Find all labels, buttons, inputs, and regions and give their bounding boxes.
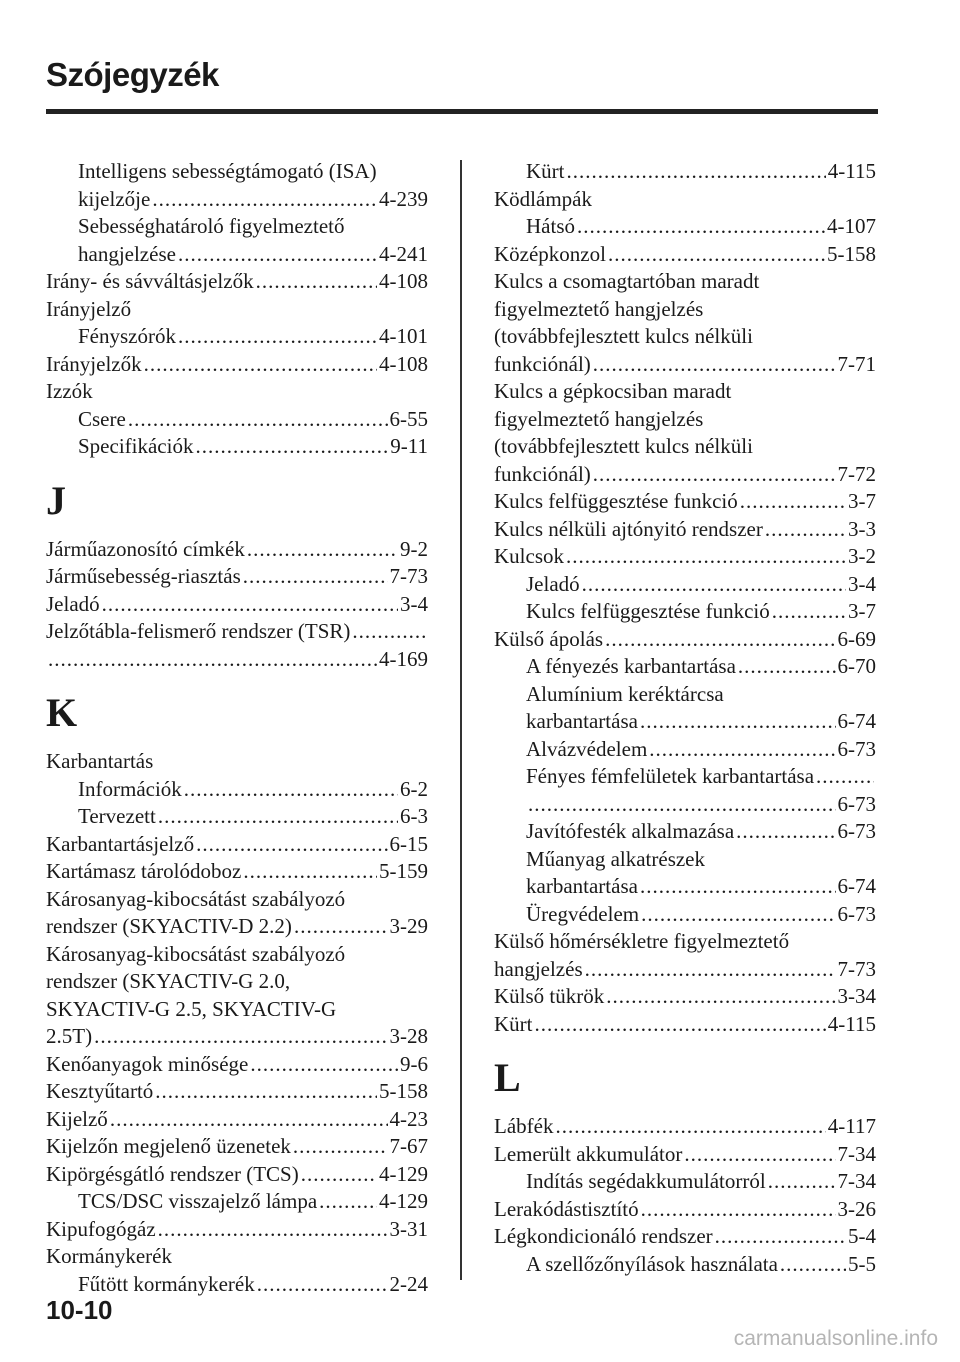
- dot-leader: [736, 818, 835, 846]
- dot-leader: [684, 1141, 835, 1169]
- index-entry-text: Műanyag alkatrészek: [526, 846, 706, 871]
- index-entry-text: Sebességhatároló figyelmeztető: [78, 214, 345, 238]
- index-entry: [46, 591, 428, 619]
- index-entry: [494, 1141, 876, 1169]
- dot-leader: [247, 536, 398, 564]
- dot-leader: [158, 803, 398, 831]
- index-entry-page: 4-115: [827, 159, 876, 183]
- index-entry: [494, 433, 876, 461]
- index-entry: [494, 1251, 876, 1279]
- index-entry-text: Alvázvédelem: [526, 736, 648, 761]
- index-entry: [46, 241, 428, 269]
- dot-leader: [196, 831, 387, 859]
- index-entry-page: 7-67: [389, 1134, 428, 1158]
- index-entry-page: 3-7: [848, 489, 876, 513]
- index-entry-page: 7-73: [389, 564, 428, 588]
- index-entry-text: Alumínium keréktárcsa: [526, 681, 724, 706]
- index-entry-text: Kulcs a gépkocsiban maradt: [494, 379, 732, 403]
- index-entry-page: 5-158: [379, 1079, 428, 1103]
- index-entry-text: Fényszórók: [78, 324, 176, 348]
- index-entry-text: Kürt: [526, 159, 565, 183]
- dot-leader: [608, 241, 825, 269]
- dot-leader: [641, 1196, 836, 1224]
- index-entry-page: 3-7: [848, 599, 876, 623]
- index-entry-page: 5-4: [848, 1224, 876, 1248]
- index-entry-page: 6-73: [837, 791, 876, 816]
- dot-leader: [577, 213, 825, 241]
- index-entry: [494, 626, 876, 654]
- dot-leader: [48, 646, 377, 674]
- index-entry: [494, 598, 876, 626]
- index-entry: [46, 803, 428, 831]
- index-entry: [494, 213, 876, 241]
- index-entry-page: 7-71: [837, 351, 876, 376]
- index-entry: [494, 873, 876, 901]
- dot-leader: [158, 1216, 388, 1244]
- index-entry: [494, 846, 876, 874]
- index-entry-text: Intelligens sebességtámogató (ISA): [78, 159, 377, 183]
- index-entry: [46, 858, 428, 886]
- index-entry-text: A szellőzőnyílások használata: [526, 1251, 778, 1276]
- dot-leader: [184, 776, 398, 804]
- index-entry: [494, 461, 876, 489]
- dot-leader: [178, 241, 377, 269]
- index-entry-text: Kipörgésgátló rendszer (TCS): [46, 1161, 299, 1186]
- index-entry-page: 9-6: [400, 1051, 428, 1076]
- index-column-right: [494, 158, 876, 1278]
- index-entry: [46, 1078, 428, 1106]
- index-entry: [494, 488, 876, 516]
- index-entry-text: (továbbfejlesztett kulcs nélküli: [494, 324, 753, 348]
- index-entry: [46, 213, 428, 241]
- index-entry-text: Irányjelzők: [46, 351, 142, 376]
- index-entry: [46, 323, 428, 351]
- index-entry-text: Fűtött kormánykerék: [78, 1271, 255, 1296]
- index-entry-text: Kenőanyagok minősége: [46, 1051, 249, 1076]
- index-entry: [494, 1011, 876, 1039]
- index-entry: [46, 1051, 428, 1079]
- dot-leader: [243, 563, 388, 591]
- dot-leader: [155, 1078, 377, 1106]
- index-entry-text: Ködlámpák: [494, 186, 592, 211]
- section-heading: L: [494, 1055, 521, 1100]
- index-entry-page: 3-28: [389, 1024, 428, 1048]
- dot-leader: [649, 736, 835, 764]
- index-entry: [46, 968, 428, 996]
- index-entry-text: Üregvédelem: [526, 901, 640, 926]
- index-column-left: [46, 158, 428, 1298]
- index-entry-page: 7-72: [837, 461, 876, 486]
- index-entry-text: figyelmeztető hangjelzés: [494, 296, 704, 321]
- index-entry: [494, 406, 876, 434]
- index-entry-page: 6-3: [400, 804, 428, 828]
- index-entry: [46, 941, 428, 969]
- index-entry-text: SKYACTIV-G 2.5, SKYACTIV-G: [46, 996, 337, 1021]
- section-heading: J: [46, 477, 66, 523]
- index-entry-page: 9-11: [390, 434, 428, 458]
- index-entry: [494, 928, 876, 956]
- dot-leader: [301, 1161, 377, 1189]
- index-entry-text: rendszer (SKYACTIV-G 2.0,: [46, 969, 291, 993]
- index-entry: [494, 791, 876, 819]
- index-entry: [494, 378, 876, 406]
- index-entry-page: 6-74: [837, 874, 876, 898]
- index-entry-text: Kulcs felfüggesztése funkció: [494, 489, 738, 513]
- index-entry-text: Fényes fémfelületek karbantartása: [526, 764, 815, 788]
- index-entry-page: 6-69: [837, 626, 876, 651]
- index-entry: [494, 516, 876, 544]
- index-entry: [494, 1168, 876, 1196]
- index-entry-text: Irány- és sávváltásjelzők: [46, 269, 254, 293]
- index-entry-page: 9-2: [400, 536, 428, 561]
- index-entry: [46, 351, 428, 379]
- index-entry: [494, 763, 876, 791]
- index-entry-page: 3-29: [389, 914, 428, 938]
- index-entry: [46, 1161, 428, 1189]
- index-entry: [46, 1106, 428, 1134]
- index-entry-page: 7-34: [837, 1169, 876, 1193]
- dot-leader: [250, 1051, 398, 1079]
- index-entry-text: Légkondicionáló rendszer: [494, 1224, 713, 1248]
- index-entry-text: Középkonzol: [494, 241, 606, 266]
- dot-leader: [641, 901, 835, 929]
- dot-leader: [352, 618, 426, 646]
- index-entry-text: Karbantartás: [46, 749, 154, 773]
- dot-leader: [715, 1223, 846, 1251]
- index-entry-text: funkciónál): [494, 461, 591, 486]
- dot-leader: [640, 873, 836, 901]
- index-entry-page: 3-2: [848, 544, 876, 568]
- index-entry: [46, 748, 428, 776]
- index-entry: [494, 158, 876, 186]
- index-entry-text: Lemerült akkumulátor: [494, 1141, 683, 1166]
- index-entry: [46, 296, 428, 324]
- index-entry: [494, 296, 876, 324]
- index-entry-text: funkciónál): [494, 351, 591, 376]
- dot-leader: [128, 406, 388, 434]
- index-entry: [46, 186, 428, 214]
- index-entry: [46, 886, 428, 914]
- index-entry-page: 7-34: [837, 1141, 876, 1166]
- index-entry: [46, 1133, 428, 1161]
- index-entry: [46, 913, 428, 941]
- page-number: 10-10: [46, 1295, 113, 1325]
- index-entry-text: Járműsebesség-riasztás: [46, 564, 241, 588]
- index-entry-text: Kesztyűtartó: [46, 1079, 154, 1103]
- dot-leader: [294, 913, 388, 941]
- index-entry-text: Károsanyag-kibocsátást szabályozó: [46, 886, 346, 911]
- index-entry-page: 3-3: [848, 516, 876, 541]
- dot-leader: [772, 598, 846, 626]
- index-entry-page: 6-70: [837, 654, 876, 678]
- index-entry-text: karbantartása: [526, 709, 638, 733]
- index-entry-text: Hátsó: [526, 214, 575, 238]
- index-entry-page: 4-107: [827, 214, 876, 238]
- index-entry: [494, 571, 876, 599]
- dot-leader: [535, 1011, 826, 1039]
- index-entry: [494, 1113, 876, 1141]
- index-entry-page: 3-26: [837, 1196, 876, 1221]
- index-entry: [46, 776, 428, 804]
- index-entry: [494, 268, 876, 296]
- index-entry-text: hangjelzése: [78, 241, 176, 266]
- index-entry-text: Csere: [78, 406, 126, 431]
- dot-leader: [593, 351, 836, 379]
- index-entry-text: Irányjelző: [46, 296, 132, 321]
- index-entry-text: Külső tükrök: [494, 984, 605, 1008]
- index-entry-text: Károsanyag-kibocsátást szabályozó: [46, 941, 346, 966]
- index-entry-text: Járműazonosító címkék: [46, 536, 245, 561]
- index-entry-text: Információk: [78, 776, 182, 801]
- index-entry: [46, 1271, 428, 1299]
- dot-leader: [816, 763, 874, 791]
- index-entry-text: Jelzőtábla-felismerő rendszer (TSR): [46, 619, 351, 643]
- index-entry: [46, 378, 428, 406]
- index-entry-text: Külső ápolás: [494, 626, 604, 651]
- index-entry: [494, 186, 876, 214]
- index-entry: [494, 983, 876, 1011]
- page-title: Szójegyzék: [46, 56, 219, 93]
- index-entry-page: 4-129: [379, 1189, 428, 1213]
- index-entry-page: 4-117: [827, 1114, 876, 1138]
- header-rule: [46, 109, 878, 114]
- dot-leader: [593, 461, 836, 489]
- index-entry-page: 4-169: [379, 646, 428, 671]
- dot-leader: [102, 591, 398, 619]
- index-entry-page: 4-115: [827, 1011, 876, 1036]
- index-entry: [494, 818, 876, 846]
- index-entry-page: 2-24: [389, 1271, 428, 1296]
- index-entry-page: 3-34: [837, 984, 876, 1008]
- index-entry-text: (továbbfejlesztett kulcs nélküli: [494, 434, 753, 458]
- index-entry: [494, 708, 876, 736]
- index-entry: [46, 1243, 428, 1271]
- dot-leader: [566, 543, 846, 571]
- dot-leader: [585, 956, 836, 984]
- dot-leader: [293, 1133, 388, 1161]
- index-entry: [46, 268, 428, 296]
- index-entry-page: 6-73: [837, 901, 876, 926]
- dot-leader: [555, 1113, 825, 1141]
- index-entry: [494, 653, 876, 681]
- index-entry: [46, 433, 428, 461]
- index-entry: [494, 543, 876, 571]
- dot-leader: [256, 268, 377, 296]
- index-entry-page: 6-55: [389, 406, 428, 431]
- index-entry-text: Kijelzőn megjelenő üzenetek: [46, 1134, 291, 1158]
- index-entry-page: 5-159: [379, 859, 428, 883]
- index-entry-page: 6-2: [400, 776, 428, 801]
- index-entry-text: rendszer (SKYACTIV-D 2.2): [46, 914, 292, 938]
- index-entry-text: Kulcsok: [494, 544, 564, 568]
- index-entry-text: figyelmeztető hangjelzés: [494, 406, 704, 431]
- index-entry-text: Indítás segédakkumulátorról: [526, 1169, 766, 1193]
- index-entry: [46, 406, 428, 434]
- dot-leader: [152, 186, 377, 214]
- index-entry-page: 6-73: [837, 736, 876, 761]
- dot-leader: [144, 351, 377, 379]
- watermark: carmanualsonline.info: [733, 1327, 938, 1350]
- index-entry-text: Lábfék: [494, 1114, 554, 1138]
- index-entry: [46, 831, 428, 859]
- index-entry-page: 7-73: [837, 956, 876, 981]
- index-entry-page: 6-74: [837, 709, 876, 733]
- index-entry-text: Kijelző: [46, 1106, 108, 1131]
- index-entry-text: Izzók: [46, 379, 93, 403]
- section-heading: K: [46, 690, 78, 735]
- index-entry-text: Kulcs nélküli ajtónyitó rendszer: [494, 516, 763, 541]
- dot-leader: [606, 983, 835, 1011]
- dot-leader: [780, 1251, 846, 1279]
- index-entry: [494, 681, 876, 709]
- index-entry: [46, 996, 428, 1024]
- index-entry-page: 4-239: [379, 186, 428, 211]
- index-entry-page: 3-31: [389, 1216, 428, 1241]
- index-entry-page: 6-73: [837, 819, 876, 843]
- index-entry-text: Kormánykerék: [46, 1244, 172, 1268]
- dot-leader: [110, 1106, 388, 1134]
- index-entry-page: 4-129: [379, 1161, 428, 1186]
- dot-leader: [768, 1168, 836, 1196]
- index-entry: [46, 536, 428, 564]
- index-entry: [46, 1023, 428, 1051]
- dot-leader: [195, 433, 388, 461]
- dot-leader: [605, 626, 835, 654]
- dot-leader: [178, 323, 377, 351]
- index-entry-text: Külső hőmérsékletre figyelmeztető: [494, 929, 790, 953]
- index-entry: [46, 563, 428, 591]
- index-entry: [494, 1196, 876, 1224]
- index-entry: [494, 901, 876, 929]
- index-entry-text: Kulcs felfüggesztése funkció: [526, 599, 770, 623]
- index-entry-text: kijelzője: [78, 186, 151, 211]
- index-entry-text: Javítófesték alkalmazása: [526, 819, 735, 843]
- index-entry-text: Jeladó: [526, 571, 580, 596]
- index-entry-text: karbantartása: [526, 874, 638, 898]
- index-entry-text: TCS/DSC visszajelző lámpa: [78, 1189, 318, 1213]
- index-entry-text: Specifikációk: [78, 434, 194, 458]
- index-entry-page: 5-5: [848, 1251, 876, 1276]
- index-entry-page: 4-241: [379, 241, 428, 266]
- index-entry-text: 2.5T): [46, 1024, 93, 1048]
- index-entry-page: 6-15: [389, 831, 428, 856]
- index-entry: [46, 646, 428, 674]
- index-entry-text: Lerakódástisztító: [494, 1196, 639, 1221]
- dot-leader: [765, 516, 846, 544]
- index-entry-page: 4-101: [379, 324, 428, 348]
- index-entry-text: Tervezett: [78, 804, 156, 828]
- index-entry: [46, 618, 428, 646]
- dot-leader: [243, 858, 377, 886]
- index-entry-text: Jeladó: [46, 591, 100, 616]
- index-entry: [46, 1216, 428, 1244]
- index-entry-text: Kartámasz tárolódoboz: [46, 859, 242, 883]
- index-entry: [494, 241, 876, 269]
- index-entry-text: Kulcs a csomagtartóban maradt: [494, 269, 760, 293]
- index-entry-text: A fényezés karbantartása: [526, 654, 736, 678]
- index-entry: [494, 736, 876, 764]
- index-entry-text: Kipufogógáz: [46, 1216, 156, 1241]
- column-divider: [460, 160, 462, 1280]
- dot-leader: [738, 653, 836, 681]
- index-entry-page: 5-158: [827, 241, 876, 266]
- index-entry-page: 4-108: [379, 269, 428, 293]
- index-entry: [494, 351, 876, 379]
- index-entry: [46, 158, 428, 186]
- dot-leader: [94, 1023, 387, 1051]
- index-entry: [494, 323, 876, 351]
- dot-leader: [582, 571, 846, 599]
- index-entry-page: 4-23: [389, 1106, 428, 1131]
- index-entry-text: hangjelzés: [494, 956, 583, 981]
- dot-leader: [567, 158, 826, 186]
- index-entry-text: Karbantartásjelző: [46, 831, 195, 856]
- dot-leader: [257, 1271, 388, 1299]
- index-entry: [46, 1188, 428, 1216]
- index-entry-page: 3-4: [400, 591, 428, 616]
- index-entry-page: 3-4: [848, 571, 876, 596]
- index-entry: [494, 956, 876, 984]
- dot-leader: [640, 708, 836, 736]
- dot-leader: [528, 791, 836, 819]
- index-entry-page: 4-108: [379, 351, 428, 376]
- index-entry: [494, 1223, 876, 1251]
- dot-leader: [740, 488, 846, 516]
- dot-leader: [319, 1188, 377, 1216]
- index-entry-text: Kürt: [494, 1011, 533, 1036]
